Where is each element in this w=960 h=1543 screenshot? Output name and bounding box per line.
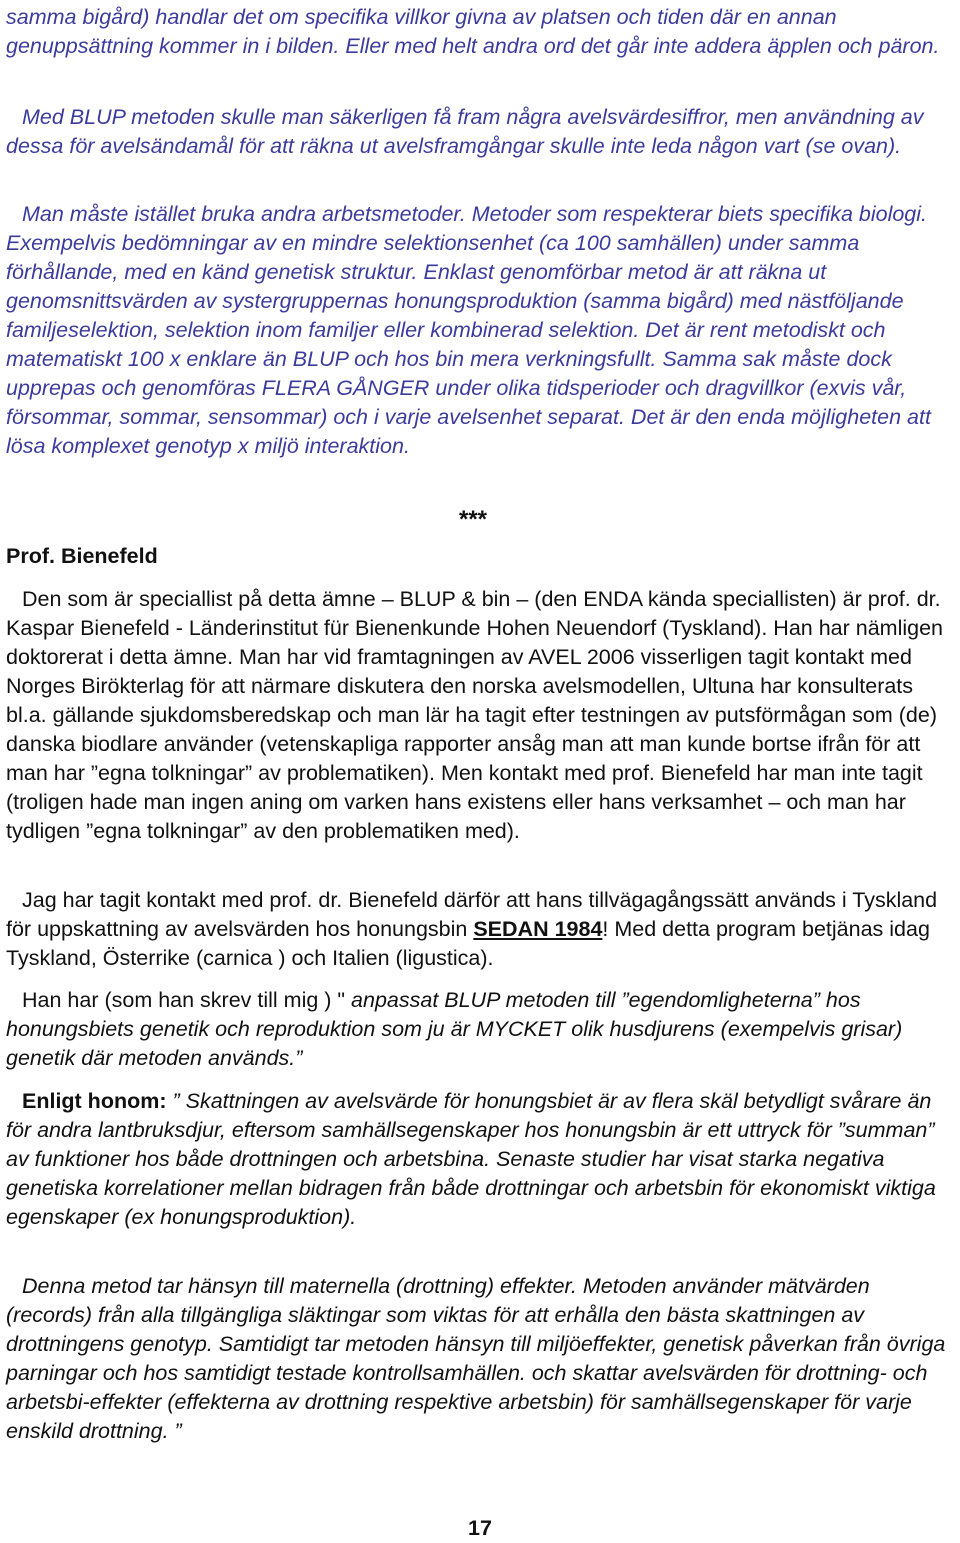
paragraph-6-text-a: Han har (som han skrev till mig ) " [22, 988, 352, 1012]
paragraph-7 [6, 1087, 954, 1232]
section-heading: Prof. Bienefeld [6, 544, 158, 568]
paragraph-3: Man måste istället bruka andra arbetsmetoder. Metoder som respekterar biets specifika biologi. Exempelvis bedömningar av en mindre selektionsenhet (ca 100 samhällen) under samma förhållande, med en känd genetisk struktur. Enklast genomförbar metod är att räkna ut genomsnittsvärden av systergruppernas honungsproduktion (samma bigård) med nästföljande familjeselektion, selektion inom familjer eller kombinerad selektion. Det är rent metodiskt och matematiskt 100 x enklare än BLUP och hos bin mera verkningsfullt. Samma sak måste dock upprepas och genomföras FLERA GÅNGER under olika tidsperioder och dragvillkor (exvis vår, försommar, sommar, sensommar) och i varje avelsenhet separat. Det är den enda möjligheten att lösa komplexet genotyp x miljö interaktion. [6, 202, 931, 458]
paragraph-7-label: Enligt honom: [22, 1089, 167, 1113]
paragraph-2: Med BLUP metoden skulle man säkerligen få fram några avelsvärdesiffror, men användning av dessa för avelsändamål för att räkna ut avelsframgångar skulle inte leda någon vart (se ovan). [6, 105, 924, 158]
paragraph-5-emphasis: SEDAN 1984 [473, 917, 603, 941]
paragraph-1: samma bigård) handlar det om specifika villkor givna av platsen och tiden där en annan genuppsättning kommer in i bilden. Eller med helt andra ord det går inte addera äpplen och päron. [6, 5, 940, 58]
paragraph-4: Den som är speciallist på detta ämne – BLUP & bin – (den ENDA kända speciallisten) är prof. dr. Kaspar Bienefeld - Länderinstitut für Bienenkunde Hohen Neuendorf (Tyskland). Han har nämligen doktorerat i detta ämne. Man har vid framtagningen av AVEL 2006 visserligen tagit kontakt med Norges Birökterlag för att närmare diskutera den norska avelsmodellen, Ultuna har konsulterats bl.a. gällande sjukdomsberedskap och man lär ha tagit efter testningen av putsförmågan som (de) danska biodlare använder (vetenskapliga rapporter ansåg man att man kunde bortse ifrån för att man har ”egna tolkningar” av problematiken). Men kontakt med prof. Bienefeld har man inte tagit (troligen hade man ingen aning om varken hans existens eller hans verksamhet – och man har tydligen ”egna tolkningar” av den problematiken med). [6, 587, 944, 843]
section-separator: *** [459, 506, 488, 533]
paragraph-5-text-a: Jag har tagit kontakt med prof. dr. Bienefeld därför att hans tillvägagångssätt används i Tyskland för uppskattning av avelsvärden hos honungsbin [6, 888, 938, 941]
paragraph-5-text-c: ! Med detta program betjänas idag Tyskland, Österrike (carnica ) och Italien (ligustica). [6, 917, 930, 970]
page-number: 17 [468, 1516, 492, 1540]
paragraph-6 [6, 986, 954, 1073]
paragraph-6-quote: anpassat BLUP metoden till ”egendomligheterna” hos honungsbiets genetik och reproduktion som ju är MYCKET olik husdjurens (exempelvis grisar) genetik där metoden används.” [6, 988, 903, 1070]
paragraph-7-quote: ” Skattningen av avelsvärde för honungsbiet är av flera skäl betydligt svårare än för andra lantbruksdjur, eftersom samhällsegenskaper hos honungsbin är ett uttryck för ”summan” av funktioner hos både drottningen och arbetsbina. Senaste studier har visat starka negativa genetiska korrelationer mellan bidragen från både drottningar och arbetsbin för ekonomiskt viktiga egenskaper (ex honungsproduktion). [6, 1089, 936, 1229]
paragraph-5 [6, 886, 954, 973]
paragraph-8: Denna metod tar hänsyn till maternella (drottning) effekter. Metoden använder mätvärden (records) från alla tillgängliga släktingar som viktas för att erhålla den bästa skattningen av drottningens genotyp. Samtidigt tar metoden hänsyn till miljöeffekter, genetisk påverkan från övriga parningar och hos samtidigt testade kontrollsamhällen. och skattar avelsvärden för drottning- och arbetsbi-effekter (effekterna av drottning respektive arbetsbin) för samhällsegenskaper för varje enskild drottning. ” [6, 1274, 946, 1443]
